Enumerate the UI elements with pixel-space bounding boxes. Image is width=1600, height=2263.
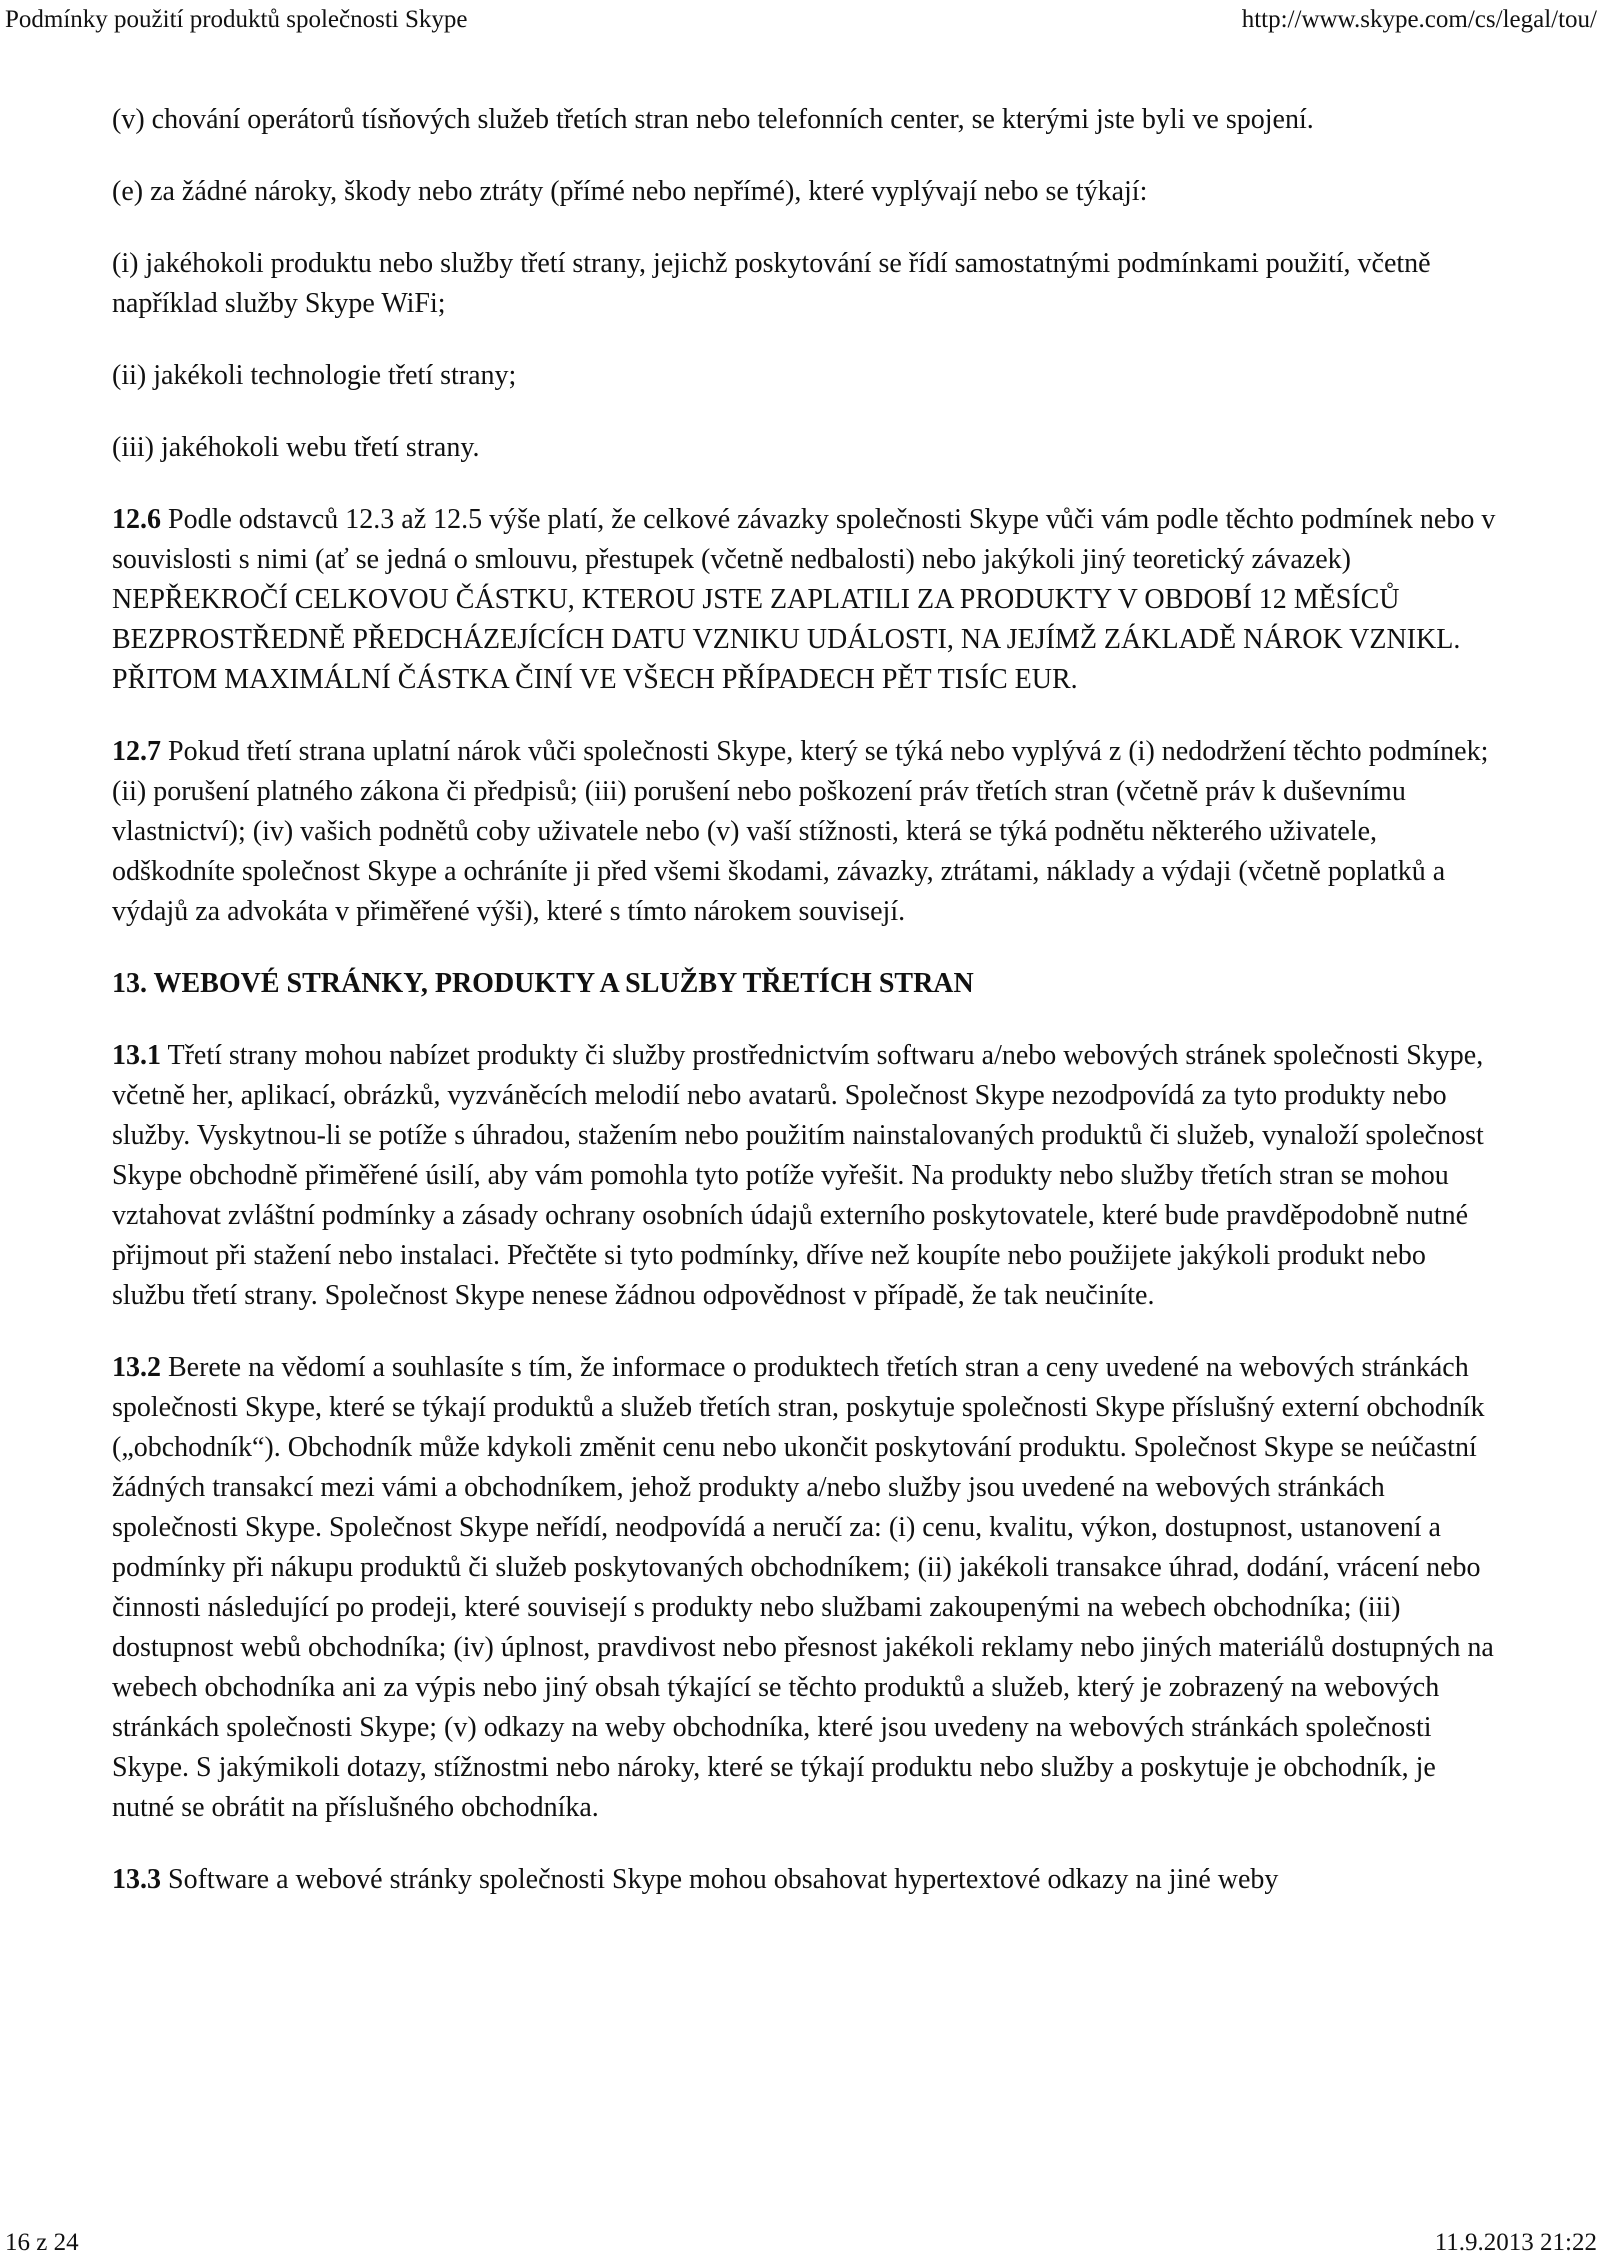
section-12-7 bbox=[112, 732, 1497, 932]
clause-e: (e) za žádné nároky, škody nebo ztráty (přímé nebo nepřímé), které vyplývají nebo se týkají: bbox=[112, 176, 1148, 207]
section-text: Berete na vědomí a souhlasíte s tím, že informace o produktech třetích stran a ceny uvedené na webových stránkách společnosti Skype, které se týkají produktů a služeb třetích stran, poskytuje společnosti Skype příslušný externí obchodník („obchodník“). Obchodník může kdykoli změnit cenu nebo ukončit poskytování produktu. Společnost Skype se neúčastní žádných transakcí mezi vámi a obchodníkem, jehož produkty a/nebo služby jsou uvedené na webových stránkách společnosti Skype. Společnost Skype neřídí, neodpovídá a neručí za: (i) cenu, kvalitu, výkon, dostupnost, ustanovení a podmínky při nákupu produktů či služeb poskytovaných obchodníkem; (ii) jakékoli transakce úhrad, dodání, vrácení nebo činnosti následující po prodeji, které souvisejí s produkty nebo službami zakoupenými na webech obchodníka; (iii) dostupnost webů obchodníka; (iv) úplnost, pravdivost nebo přesnost jakékoli reklamy nebo jiných materiálů dostupných na webech obchodníka ani za výpis nebo jiný obsah týkající se těchto produktů a služeb, který je zobrazený na webových stránkách společnosti Skype; (v) odkazy na weby obchodníka, které jsou uvedeny na webových stránkách společnosti Skype. S jakýmikoli dotazy, stížnostmi nebo nároky, které se týkají produktu nebo služby a poskytuje je obchodník, je nutné se obrátit na příslušného obchodníka. bbox=[112, 1352, 1494, 1823]
clause-e-ii: (ii) jakékoli technologie třetí strany; bbox=[112, 360, 517, 391]
document-body bbox=[112, 100, 1497, 1932]
section-13-2 bbox=[112, 1348, 1497, 1828]
print-timestamp: 11.9.2013 21:22 bbox=[1434, 2229, 1597, 2256]
section-13-1 bbox=[112, 1036, 1497, 1316]
document-title: Podmínky použití produktů společnosti Skype bbox=[5, 6, 468, 33]
section-number: 13.3 bbox=[112, 1864, 161, 1895]
section-number: 12.7 bbox=[112, 736, 161, 767]
page-header bbox=[0, 0, 1600, 40]
section-number: 13.2 bbox=[112, 1352, 161, 1383]
clause-e-i: (i) jakéhokoli produktu nebo služby třetí strany, jejichž poskytování se řídí samostatnými podmínkami použití, včetně například služby Skype WiFi; bbox=[112, 248, 1431, 319]
clause-d-v: (v) chování operátorů tísňových služeb třetích stran nebo telefonních center, se kterými jste byli ve spojení. bbox=[112, 104, 1314, 135]
section-number: 13.1 bbox=[112, 1040, 161, 1071]
source-url[interactable]: http://www.skype.com/cs/legal/tou/ bbox=[1241, 6, 1597, 33]
section-13-heading: 13. WEBOVÉ STRÁNKY, PRODUKTY A SLUŽBY TŘETÍCH STRAN bbox=[112, 968, 974, 999]
page-footer bbox=[0, 2223, 1600, 2263]
section-number: 12.6 bbox=[112, 504, 161, 535]
clause-e-iii: (iii) jakéhokoli webu třetí strany. bbox=[112, 432, 480, 463]
section-text: Podle odstavců 12.3 až 12.5 výše platí, že celkové závazky společnosti Skype vůči vám podle těchto podmínek nebo v souvislosti s nimi (ať se jedná o smlouvu, přestupek (včetně nedbalosti) nebo jakýkoli jiný teoretický závazek) NEPŘEKROČÍ CELKOVOU ČÁSTKU, KTEROU JSTE ZAPLATILI ZA PRODUKTY V OBDOBÍ 12 MĚSÍCŮ BEZPROSTŘEDNĚ PŘEDCHÁZEJÍCÍCH DATU VZNIKU UDÁLOSTI, NA JEJÍMŽ ZÁKLADĚ NÁROK VZNIKL. PŘITOM MAXIMÁLNÍ ČÁSTKA ČINÍ VE VŠECH PŘÍPADECH PĚT TISÍC EUR. bbox=[112, 504, 1496, 695]
section-text: Třetí strany mohou nabízet produkty či služby prostřednictvím softwaru a/nebo webových stránek společnosti Skype, včetně her, aplikací, obrázků, vyzváněcích melodií nebo avatarů. Společnost Skype nezodpovídá za tyto produkty nebo služby. Vyskytnou-li se potíže s úhradou, stažením nebo použitím nainstalovaných produktů či služeb, vynaloží společnost Skype obchodně přiměřené úsilí, aby vám pomohla tyto potíže vyřešit. Na produkty nebo služby třetích stran se mohou vztahovat zvláštní podmínky a zásady ochrany osobních údajů externího poskytovatele, které bude pravděpodobně nutné přijmout při stažení nebo instalaci. Přečtěte si tyto podmínky, dříve než koupíte nebo použijete jakýkoli produkt nebo službu třetí strany. Společnost Skype nenese žádnou odpovědnost v případě, že tak neučiníte. bbox=[112, 1040, 1484, 1311]
page-number: 16 z 24 bbox=[5, 2229, 79, 2256]
section-text: Pokud třetí strana uplatní nárok vůči společnosti Skype, který se týká nebo vyplývá z (i) nedodržení těchto podmínek; (ii) porušení platného zákona či předpisů; (iii) porušení nebo poškození práv třetích stran (včetně práv k duševnímu vlastnictví); (iv) vašich podnětů coby uživatele nebo (v) vaší stížnosti, která se týká podnětu některého uživatele, odškodníte společnost Skype a ochráníte ji před všemi škodami, závazky, ztrátami, náklady a výdaji (včetně poplatků a výdajů za advokáta v přiměřené výši), které s tímto nárokem souvisejí. bbox=[112, 736, 1489, 927]
section-13-3 bbox=[112, 1860, 1497, 1900]
section-text: Software a webové stránky společnosti Skype mohou obsahovat hypertextové odkazy na jiné weby bbox=[161, 1864, 1279, 1895]
section-12-6 bbox=[112, 500, 1497, 700]
